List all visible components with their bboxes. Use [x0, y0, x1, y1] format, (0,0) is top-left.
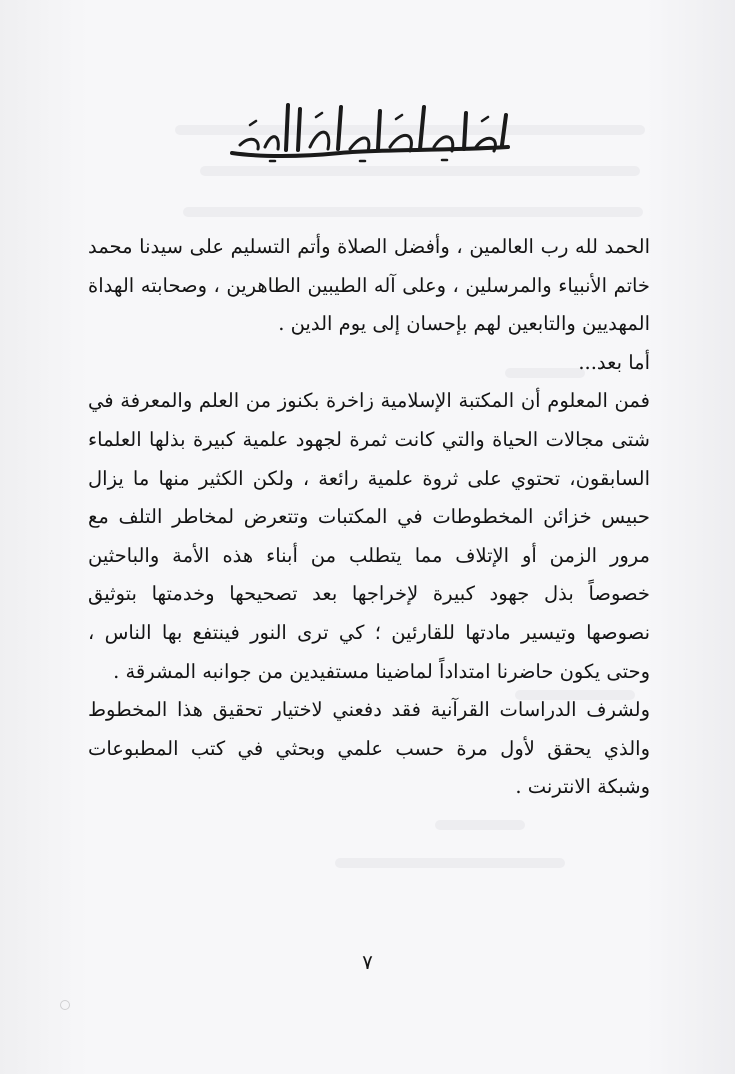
opening-praise-paragraph: الحمد لله رب العالمين ، وأفضل الصلاة وأتم التسليم على سيدنا محمد خاتم الأنبياء والمرسلين ، وعلى آله الطيبين الطاهرين ، وصحابته الهداة المهديين والتابعين لهم بإحسان إلى يوم الدين . [88, 235, 650, 336]
page-number: ٧ [362, 950, 373, 974]
basmala-text: بسم الله الرحمن الرحيم [364, 161, 376, 162]
motivation-paragraph: ولشرف الدراسات القرآنية فقد دفعني لاختيار تحقيق هذا المخطوط والذي يحقق لأول مرة حسب علمي وبحثي في كتب المطبوعات وشبكة الانترنت . [88, 698, 650, 799]
paper-speck [60, 1000, 70, 1010]
amma-bad-line: أما بعد... [578, 350, 650, 374]
body-text [88, 228, 650, 807]
basmala-calligraphy [220, 95, 520, 165]
introduction-paragraph: فمن المعلوم أن المكتبة الإسلامية زاخرة بكنوز من العلم والمعرفة في شتى مجالات الحياة والتي كانت ثمرة لجهود علمية كبيرة بذلها العلماء السابقون، تحتوي على ثروة علمية رائعة ، ولكن الكثير منها ما يزال حبيس خزائن المخطوطات في المكتبات وتتعرض لمخاطر التلف مع مرور الزمن أو الإتلاف مما يتطلب من أبناء هذه الأمة والباحثين خصوصاً بذل جهود كبيرة لإخراجها بعد تصحيحها وخدمتها بتوثيق نصوصها وتيسير مادتها للقارئين ؛ كي ترى النور فينتفع بها الناس ، وحتى يكون حاضرنا امتداداً لماضينا مستفيدين من جوانبه المشرقة . [88, 389, 650, 683]
basmala-calligraphy-art [220, 95, 520, 165]
